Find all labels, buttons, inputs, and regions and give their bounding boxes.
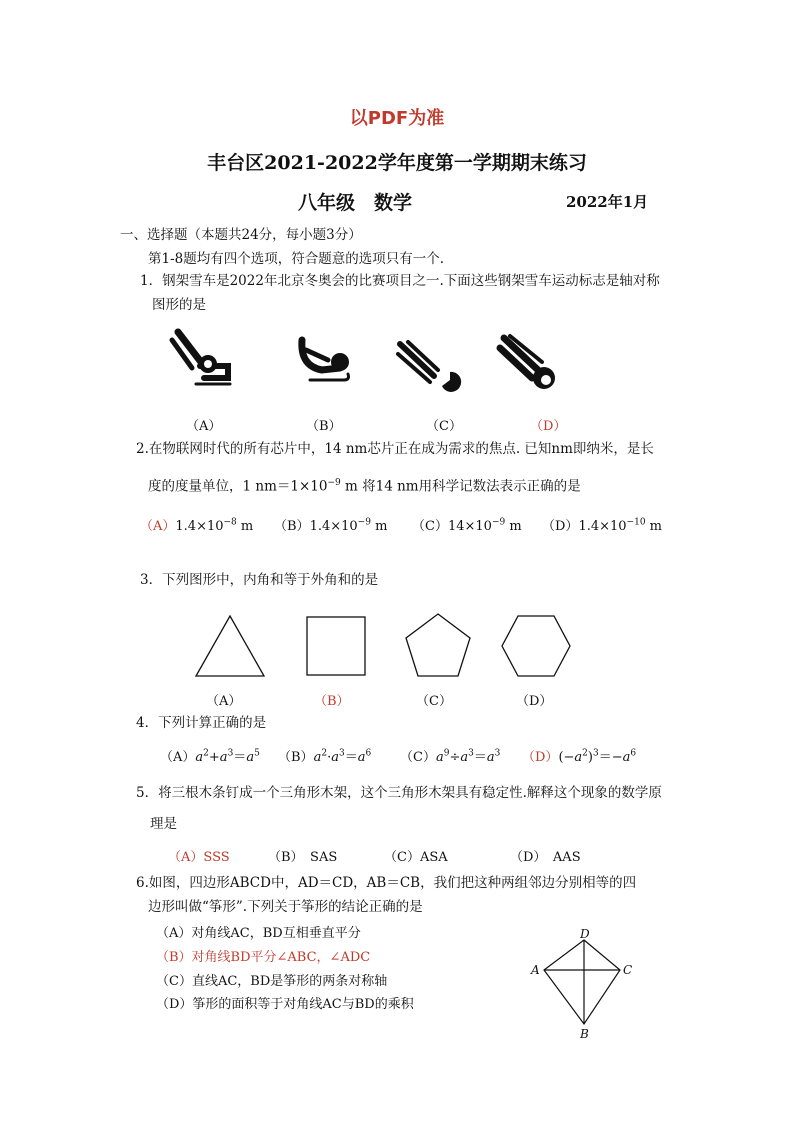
q1-text-line1: 1．钢架雪车是2022年北京冬奥会的比赛项目之一.下面这些钢架雪车运动标志是轴对称 (140, 273, 660, 289)
q4-option-d: $(D)(-a^2)^3=-a^6$ (522, 748, 637, 765)
skeleton-sled-icon-c (394, 336, 464, 394)
q6-text-line2: 边形叫做“筝形”.下列关于筝形的结论正确的是 (148, 899, 423, 915)
subtitle: 八年级 数学 (298, 192, 413, 214)
q2-line2-pre: 度的度量单位，1 nm＝1×10 (148, 478, 328, 495)
q6-option-b: （B）对角线BD平分∠ABC，∠ADC (156, 950, 371, 965)
q2-option-a-base: 1.4×10 (175, 519, 224, 534)
watermark: 以PDF为准 (349, 108, 445, 129)
pentagon-shape (404, 612, 472, 678)
kite-label-c: C (623, 963, 633, 977)
q4-option-b: $(B)a^2\cdot a^3=a^6$ (278, 748, 372, 765)
section-instruction: 第1-8题均有四个选项，符合题意的选项只有一个. (148, 251, 445, 267)
q1-label-c: （C） (426, 419, 462, 434)
kite-label-a: A (531, 963, 540, 977)
q5-option-a: （A）SSS (168, 850, 230, 865)
q5-text-line2: 理是 (150, 816, 177, 832)
skeleton-sled-icon-b (292, 332, 354, 390)
q2-option-d (542, 515, 662, 534)
q1-text-line2: 图形的是 (152, 297, 206, 313)
section-heading: 一、选择题（本题共24分，每小题3分） (120, 227, 362, 243)
q5-text-line1: 5．将三根木条钉成一个三角形木架，这个三角形木架具有稳定性.解释这个现象的数学原 (136, 785, 662, 801)
q3-label-b: （B） (314, 694, 350, 709)
q4-option-d-label: （D） (522, 750, 559, 765)
q5-option-d: （D） AAS (510, 850, 581, 865)
q1-label-d: （D） (530, 419, 567, 434)
q4-option-c: $(C)a^9\div a^3=a^3$ (400, 748, 501, 765)
q2-text-line1: 2.在物联网时代的所有芯片中，14 nm芯片正在成为需求的焦点. 已知nm即纳米，是长 (136, 441, 654, 457)
q4-option-b-label: （B） (278, 750, 314, 765)
skeleton-sled-icon-a (170, 326, 240, 388)
skeleton-sled-icon-d (498, 334, 564, 394)
square-shape (306, 616, 368, 678)
triangle-shape (194, 614, 266, 678)
q2-option-c-exp: −9 (491, 517, 506, 528)
q2-option-c-base: 14×10 (447, 519, 492, 534)
q2-option-d-base: 1.4×10 (578, 519, 627, 534)
q4-option-a: $(A)a^2+a^3=a^5$ (160, 748, 260, 765)
q5-option-c: （C）ASA (384, 850, 448, 865)
q2-option-a (140, 515, 253, 534)
q2-option-c (412, 515, 522, 534)
q4-text: 4．下列计算正确的是 (136, 715, 267, 731)
q5-option-b: （B） SAS (268, 850, 338, 865)
q2-option-d-exp: −10 (626, 517, 646, 528)
q2-option-b-unit: m (370, 519, 388, 534)
q2-option-b-base: 1.4×10 (309, 519, 358, 534)
q2-option-d-unit: m (645, 519, 663, 534)
q6-option-c: （C）直线AC，BD是筝形的两条对称轴 (156, 974, 388, 989)
q2-option-a-exp: −8 (223, 517, 237, 528)
exam-date: 2022年1月 (566, 193, 649, 211)
q3-label-c: （C） (416, 694, 452, 709)
q2-option-a-label: （A） (140, 519, 176, 534)
q4-option-a-label: （A） (160, 750, 196, 765)
q2-line2-post: m 将14 nm用科学记数法表示正确的是 (340, 478, 581, 495)
q1-label-b: （B） (306, 419, 342, 434)
q2-option-b (274, 515, 387, 534)
q2-text-line2 (148, 474, 581, 496)
q1-label-a: （A） (186, 419, 222, 434)
page-title: 丰台区2021-2022学年度第一学期期末练习 (207, 152, 587, 174)
q2-line2-exp: −9 (327, 478, 341, 488)
q3-label-d: （D） (516, 694, 553, 709)
q3-label-a: （A） (206, 694, 242, 709)
q3-text: 3．下列图形中，内角和等于外角和的是 (140, 572, 379, 588)
q2-option-b-label: （B） (274, 519, 310, 534)
q2-option-b-exp: −9 (357, 517, 371, 528)
hexagon-shape (500, 614, 572, 678)
q6-text-line1: 6.如图，四边形ABCD中，AD＝CD，AB＝CB，我们把这种两组邻边分别相等的四 (136, 875, 637, 891)
q4-option-c-label: （C） (400, 750, 436, 765)
q2-option-c-label: （C） (412, 519, 448, 534)
kite-label-b: B (580, 1027, 589, 1041)
q2-option-c-unit: m (505, 519, 522, 534)
kite-figure (526, 926, 642, 1044)
q6-option-d: （D）筝形的面积等于对角线AC与BD的乘积 (156, 997, 414, 1012)
q6-option-a: （A）对角线AC，BD互相垂直平分 (156, 926, 361, 941)
kite-label-d: D (580, 927, 590, 941)
q2-option-d-label: （D） (542, 519, 579, 534)
q2-option-a-unit: m (236, 519, 254, 534)
